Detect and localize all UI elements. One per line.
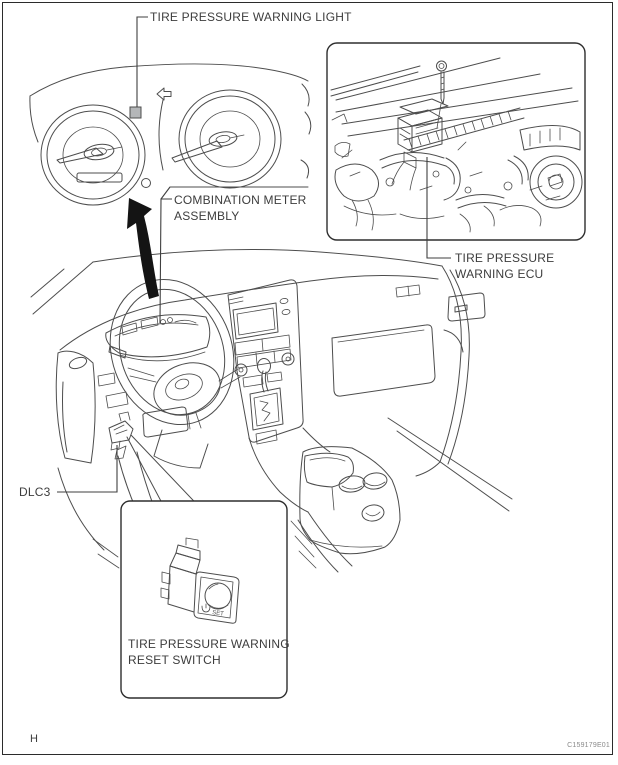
- dlc3-connector-drawing: [109, 412, 133, 459]
- reset-switch-inset-box: [121, 501, 287, 698]
- callout-warning-light: [150, 10, 352, 25]
- cupholder: [338, 474, 366, 493]
- turn-signal-arrow-icon: [157, 88, 171, 100]
- combination-meter-drawing: [30, 64, 311, 205]
- leader-dlc3: [57, 445, 117, 492]
- rear-console-drawing: [300, 447, 400, 554]
- tire-pressure-warning-light-indicator: [130, 107, 141, 118]
- ecu-inset-box: [327, 43, 585, 240]
- cupholder: [362, 471, 388, 490]
- switch-face-label: SET: [211, 610, 225, 618]
- figure-code: C159179E01: [567, 742, 610, 749]
- callout-combination-meter: COMBINATION METER ASSEMBLY: [174, 193, 307, 223]
- callout-warning-light-text: TIRE PRESSURE WARNING LIGHT: [150, 10, 352, 24]
- callout-dlc3: DLC3: [19, 485, 51, 499]
- page-marker: H: [30, 733, 38, 745]
- leader-combination-meter-tick: [161, 187, 170, 199]
- callout-reset-switch: TIRE PRESSURE WARNING RESET SWITCH: [128, 637, 290, 667]
- leader-warning-light: [137, 17, 148, 107]
- callout-ecu: TIRE PRESSURE WARNING ECU: [455, 251, 555, 281]
